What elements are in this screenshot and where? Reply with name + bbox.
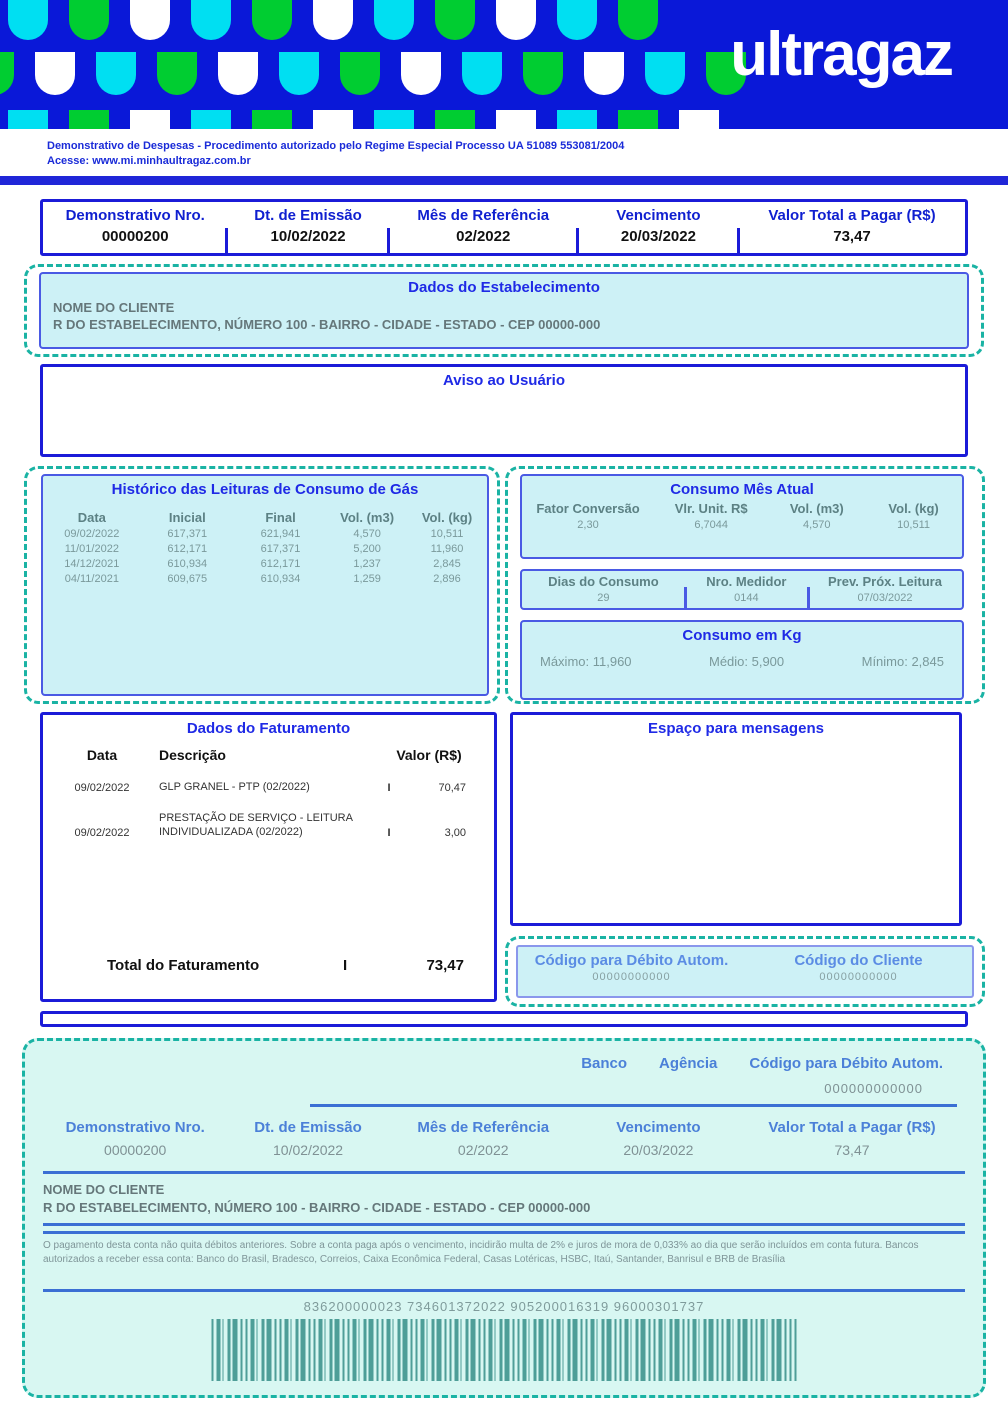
- stub-label: Valor Total a Pagar (R$): [768, 1119, 936, 1136]
- history-cell: 14/12/2021: [64, 558, 120, 570]
- kg-min: Mínimo: 2,845: [861, 654, 944, 669]
- client-code-value: 00000000000: [819, 971, 898, 983]
- meter-label: Prev. Próx. Leitura: [828, 574, 942, 589]
- billing-flag: I: [387, 827, 391, 839]
- stub-client-address: R DO ESTABELECIMENTO, NÚMERO 100 - BAIRRO - CIDADE - ESTADO - CEP 00000-000: [43, 1200, 591, 1215]
- cylinder-shape: [252, 0, 292, 40]
- meter-cell: [522, 571, 685, 608]
- cylinder-shape: [0, 52, 14, 95]
- cylinder-shape: [8, 0, 48, 40]
- pattern-row-3: [8, 110, 719, 129]
- history-cell: 612,171: [167, 543, 208, 555]
- billing-total-value: 73,47: [426, 957, 464, 974]
- stub-value: 02/2022: [457, 1142, 509, 1158]
- stub-label: Mês de Referência: [417, 1119, 550, 1136]
- codes-section: [505, 936, 985, 1007]
- history-header: Data: [77, 510, 106, 525]
- history-header: Inicial: [168, 510, 206, 525]
- summary-cell-vencimento: [578, 202, 739, 253]
- history-cell: 1,237: [353, 558, 381, 570]
- establishment-panel: [39, 272, 969, 349]
- stub-cell-emissao: [227, 1119, 388, 1158]
- bank-label: Banco: [581, 1055, 628, 1072]
- cylinder-shape: [435, 0, 475, 40]
- history-cell: 5,200: [353, 543, 381, 555]
- summary-label: Vencimento: [616, 207, 701, 224]
- stub-value: 00000200: [104, 1142, 167, 1158]
- user-notice-box: [40, 364, 968, 457]
- header-pattern: [0, 0, 830, 129]
- history-cell: 610,934: [167, 558, 208, 570]
- agency-label: Agência: [659, 1055, 718, 1072]
- history-row: [43, 527, 487, 542]
- meter-panel: [520, 569, 964, 610]
- readings-history-title: Histórico das Leituras de Consumo de Gás: [111, 481, 419, 498]
- current-month-section: [505, 466, 985, 704]
- consumption-kg-title: Consumo em Kg: [682, 627, 802, 644]
- meter-cell: [808, 571, 962, 608]
- history-row: [43, 557, 487, 572]
- cylinder-shape: [279, 52, 319, 95]
- cylinder-shape: [340, 52, 380, 95]
- codes-panel: [516, 945, 974, 998]
- header: [0, 0, 1008, 129]
- stub-rule: [43, 1231, 965, 1234]
- pattern-row-2: [0, 52, 746, 95]
- regime-note: Demonstrativo de Despesas - Procedimento autorizado pelo Regime Especial Processo UA 51089 553081/2004: [47, 140, 625, 152]
- cm-label: Fator Conversão: [536, 501, 640, 516]
- cylinder-shape: [618, 110, 658, 129]
- cylinder-shape: [401, 52, 441, 95]
- header-rule: [0, 176, 1008, 185]
- stub-value: 10/02/2022: [273, 1142, 344, 1158]
- cylinder-shape: [96, 52, 136, 95]
- empty-strip: [40, 1011, 968, 1027]
- billing-value: 70,47: [438, 782, 466, 794]
- billing-header: Valor (R$): [396, 747, 462, 763]
- history-cell: 609,675: [167, 573, 208, 585]
- stub-debit-label: Código para Débito Autom.: [749, 1055, 943, 1072]
- billing-header-row: [43, 747, 494, 763]
- stub-label: Dt. de Emissão: [254, 1119, 362, 1136]
- cm-label: Vol. (kg): [888, 501, 939, 516]
- billing-total-label: Total do Faturamento: [107, 957, 260, 974]
- website-note: Acesse: www.mi.minhaultragaz.com.br: [47, 155, 251, 167]
- cylinder-shape: [584, 52, 624, 95]
- cylinder-shape: [157, 52, 197, 95]
- history-header: Vol. (m3): [340, 510, 395, 525]
- debit-code-cell: [518, 947, 745, 996]
- billing-row: [43, 780, 494, 794]
- barcode: [212, 1319, 797, 1381]
- stub-rule: [43, 1171, 965, 1174]
- current-month-cell: [522, 501, 654, 531]
- summary-cell-valor-total: [739, 202, 965, 253]
- history-cell: 2,896: [433, 573, 461, 585]
- cm-value: 4,570: [803, 519, 831, 531]
- billing-date: 09/02/2022: [74, 782, 130, 794]
- cylinder-shape: [35, 52, 75, 95]
- current-month-cell: [768, 501, 865, 531]
- meter-label: Dias do Consumo: [548, 574, 659, 589]
- pattern-row-1: [8, 0, 658, 40]
- stub-client-name: NOME DO CLIENTE: [43, 1182, 165, 1197]
- cylinder-shape: [645, 52, 685, 95]
- cm-value: 2,30: [577, 519, 599, 531]
- cylinder-shape: [191, 0, 231, 40]
- messages-title: Espaço para mensagens: [648, 720, 824, 737]
- cylinder-shape: [8, 110, 48, 129]
- current-month-cell: [865, 501, 962, 531]
- ultragaz-logo: ultragaz: [730, 20, 952, 89]
- history-cell: 04/11/2021: [64, 573, 119, 585]
- history-cell: 610,934: [260, 573, 301, 585]
- cylinder-shape: [557, 0, 597, 40]
- client-name: NOME DO CLIENTE: [53, 300, 175, 315]
- stub-value: 73,47: [834, 1142, 870, 1158]
- summary-cell-referencia: [389, 202, 578, 253]
- stub-cell-valor-total: [739, 1119, 965, 1158]
- barcode-number: 836200000023 734601372022 905200016319 96000301737: [303, 1299, 705, 1314]
- cylinder-shape: [496, 110, 536, 129]
- billing-header: Data: [86, 747, 118, 763]
- cylinder-shape: [69, 0, 109, 40]
- current-month-title: Consumo Mês Atual: [670, 481, 814, 498]
- stub-value: 20/03/2022: [623, 1142, 694, 1158]
- history-cell: 4,570: [353, 528, 381, 540]
- readings-history-section: [24, 466, 500, 704]
- billing-value: 3,00: [444, 827, 466, 839]
- stub-cell-referencia: [389, 1119, 578, 1158]
- history-cell: 2,845: [433, 558, 461, 570]
- history-header-row: [43, 510, 487, 525]
- stub-client-block: [43, 1181, 590, 1217]
- billing-row: [43, 811, 494, 839]
- cylinder-shape: [313, 0, 353, 40]
- cylinder-shape: [435, 110, 475, 129]
- billing-flag: I: [387, 782, 391, 794]
- user-notice-title: Aviso ao Usuário: [443, 372, 565, 389]
- client-code-cell: [745, 947, 972, 996]
- current-month-cell: [654, 501, 768, 531]
- history-cell: 11/01/2022: [64, 543, 119, 555]
- history-row: [43, 572, 487, 587]
- meter-value: 0144: [734, 592, 759, 604]
- billing-total-flag: I: [343, 957, 348, 974]
- cylinder-shape: [313, 110, 353, 129]
- cylinder-shape: [374, 0, 414, 40]
- summary-cell-demonstrativo: [43, 202, 227, 253]
- stub-rule: [43, 1289, 965, 1292]
- cm-label: Vol. (m3): [789, 501, 844, 516]
- establishment-title: Dados do Estabelecimento: [408, 279, 600, 296]
- cylinder-shape: [496, 0, 536, 40]
- payment-stub: [22, 1038, 986, 1398]
- debit-code-value: 00000000000: [592, 971, 671, 983]
- stub-rule: [43, 1223, 965, 1226]
- billing-box: [40, 712, 497, 1002]
- history-cell: 617,371: [260, 543, 301, 555]
- cm-value: 10,511: [897, 519, 930, 531]
- kg-max: Máximo: 11,960: [540, 654, 632, 669]
- meter-value: 07/03/2022: [857, 592, 913, 604]
- summary-label: Mês de Referência: [417, 207, 550, 224]
- history-header: Final: [265, 510, 296, 525]
- stub-label: Vencimento: [616, 1119, 701, 1136]
- history-cell: 617,371: [167, 528, 208, 540]
- history-row: [43, 542, 487, 557]
- cylinder-shape: [218, 52, 258, 95]
- summary-label: Demonstrativo Nro.: [65, 207, 205, 224]
- history-cell: 612,171: [260, 558, 301, 570]
- billing-date: 09/02/2022: [74, 827, 130, 839]
- cylinder-shape: [69, 110, 109, 129]
- summary-box: [40, 199, 968, 256]
- billing-title: Dados do Faturamento: [186, 720, 351, 737]
- cylinder-shape: [462, 52, 502, 95]
- summary-value: 02/2022: [456, 228, 511, 245]
- readings-history-panel: [41, 474, 489, 696]
- client-address: R DO ESTABELECIMENTO, NÚMERO 100 - BAIRRO - CIDADE - ESTADO - CEP 00000-000: [53, 317, 601, 332]
- meter-label: Nro. Medidor: [706, 574, 787, 589]
- fine-print: O pagamento desta conta não quita débitos anteriores. Sobre a conta paga após o vencimento, incidirão multa de 2% e juros de mora de 0,033% ao dia que serão incluídos em conta futura. Bancos autorizados a receber essa conta: Banco do Brasil, Bradesco, Correios, Caixa Econômica Federal, Casas Lotéricas, HSBC, Itaú, Santander, Banrisul e BRB de Brasília: [43, 1240, 919, 1265]
- cylinder-shape: [679, 110, 719, 129]
- cylinder-shape: [130, 0, 170, 40]
- stub-label: Demonstrativo Nro.: [65, 1119, 205, 1136]
- summary-value: 00000200: [101, 228, 169, 245]
- kg-avg: Médio: 5,900: [708, 654, 785, 669]
- debit-code-label: Código para Débito Autom.: [534, 952, 729, 969]
- stub-bank-row: [581, 1055, 943, 1072]
- summary-label: Dt. de Emissão: [254, 207, 362, 224]
- header-meta: [47, 139, 624, 169]
- history-cell: 10,511: [430, 528, 464, 540]
- cylinder-shape: [523, 52, 563, 95]
- meter-cell: [685, 571, 808, 608]
- messages-box: [510, 712, 962, 926]
- client-code-label: Código do Cliente: [794, 952, 923, 969]
- cm-value: 6,7044: [694, 519, 729, 531]
- summary-value: 10/02/2022: [270, 228, 346, 245]
- history-cell: 1,259: [353, 573, 381, 585]
- cylinder-shape: [252, 110, 292, 129]
- history-header: Vol. (kg): [421, 510, 473, 525]
- cylinder-shape: [618, 0, 658, 40]
- stub-cell-vencimento: [578, 1119, 739, 1158]
- billing-total-row: [43, 957, 494, 975]
- summary-value: 73,47: [833, 228, 871, 245]
- history-cell: 11,960: [430, 543, 464, 555]
- cylinder-shape: [374, 110, 414, 129]
- cylinder-shape: [557, 110, 597, 129]
- stub-debit-value: 000000000000: [824, 1081, 923, 1096]
- stub-rule: [310, 1104, 957, 1107]
- stub-summary-row: [43, 1119, 965, 1158]
- history-cell: 621,941: [260, 528, 301, 540]
- billing-header: Descrição: [159, 747, 226, 763]
- consumption-kg-panel: [520, 620, 964, 700]
- cm-label: Vlr. Unit. R$: [674, 501, 748, 516]
- summary-value: 20/03/2022: [620, 228, 696, 245]
- summary-label: Valor Total a Pagar (R$): [768, 207, 936, 224]
- cylinder-shape: [191, 110, 231, 129]
- billing-description: PRESTAÇÃO DE SERVIÇO - LEITURA INDIVIDUALIZADA (02/2022): [159, 812, 353, 838]
- establishment-section: [24, 264, 984, 357]
- billing-description: GLP GRANEL - PTP (02/2022): [159, 781, 310, 793]
- meter-value: 29: [597, 592, 610, 604]
- summary-cell-emissao: [227, 202, 388, 253]
- cylinder-shape: [130, 110, 170, 129]
- stub-cell-demonstrativo: [43, 1119, 227, 1158]
- current-month-panel: [520, 474, 964, 559]
- history-cell: 09/02/2022: [64, 528, 120, 540]
